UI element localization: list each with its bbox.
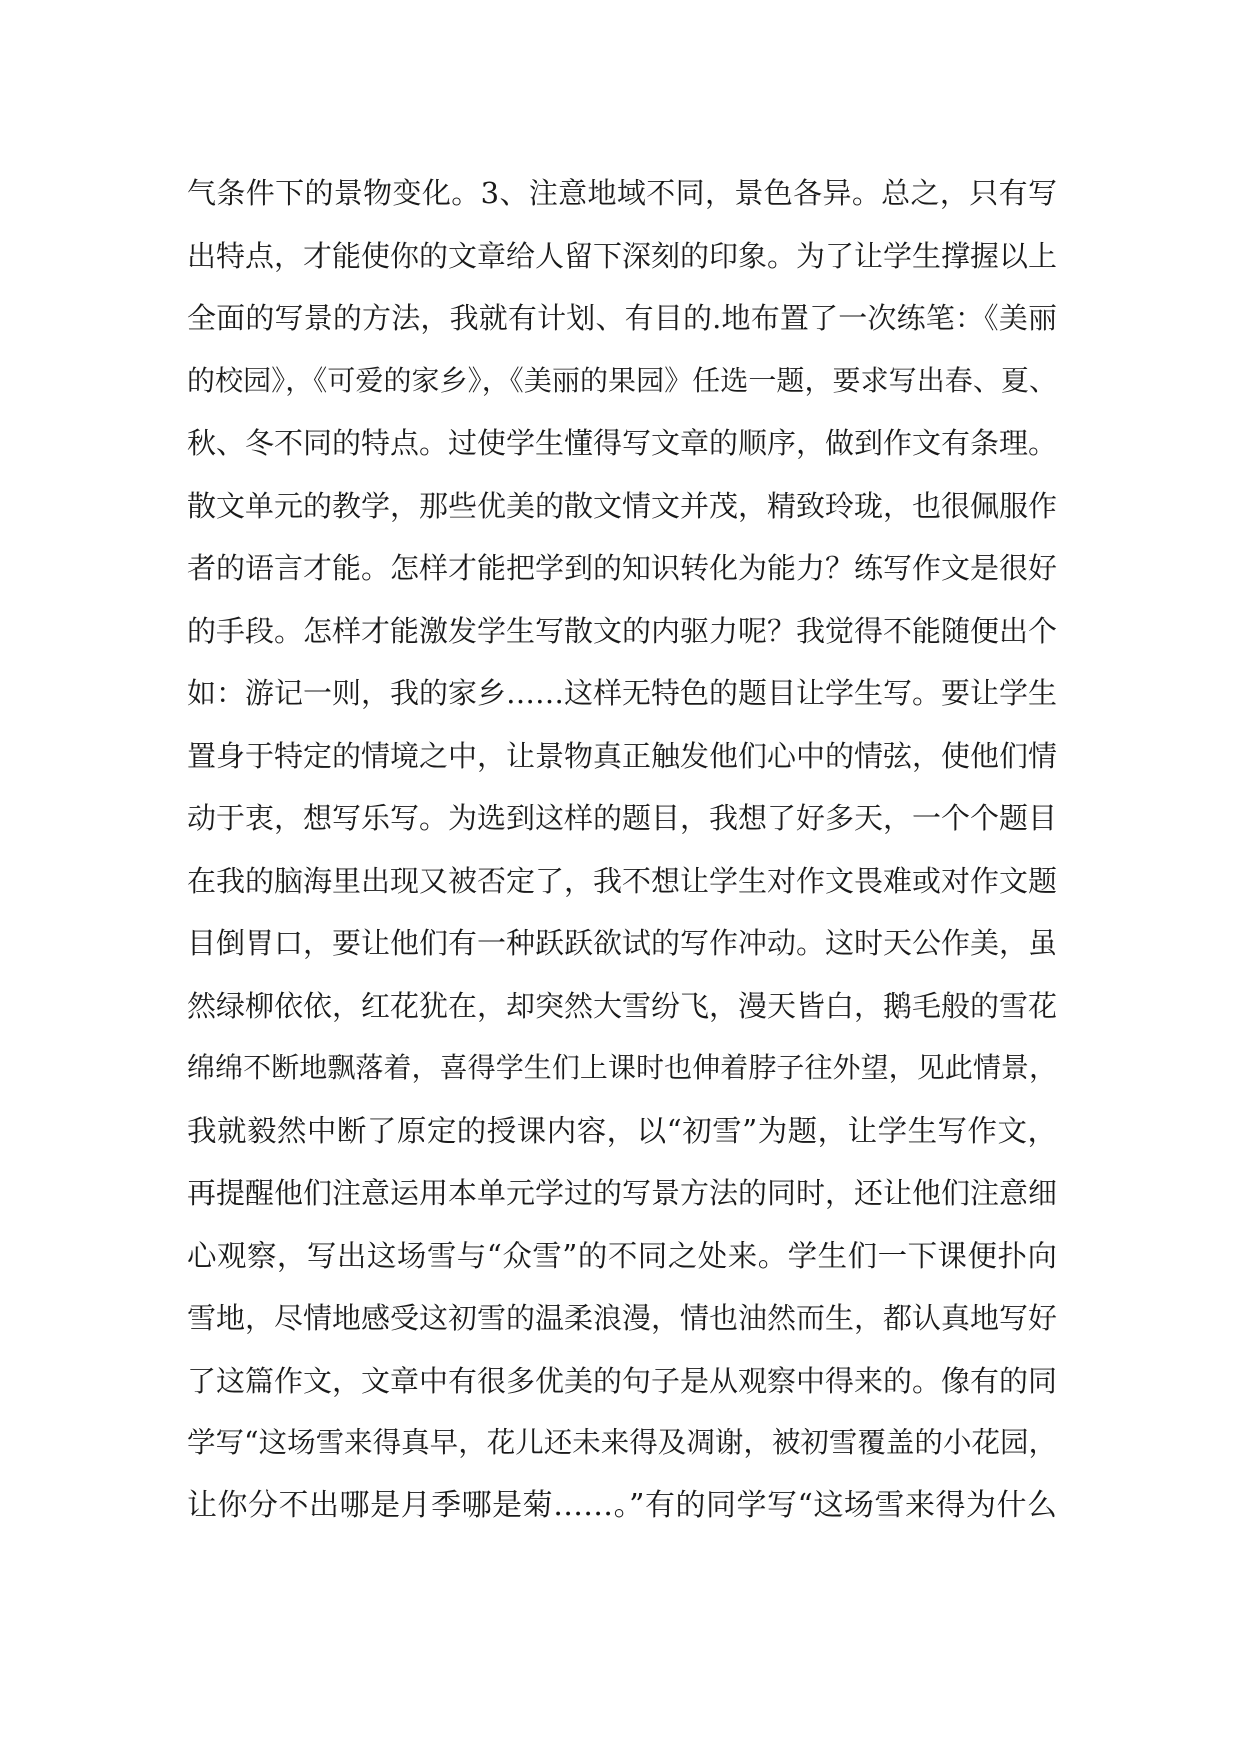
text-line-1: 气条件下的景物变化。3、注意地域不同，景色各异。总之，只有写 <box>187 176 1057 210</box>
text-line-12: 在我的脑海里出现又被否定了，我不想让学生对作文畏难或对作文题 <box>187 863 1058 898</box>
text-line-6: 散文单元的教学，那些优美的散文情文并茂，精致玲珑，也很佩服作 <box>187 488 1058 523</box>
text-line-8: 的手段。怎样才能激发学生写散文的内驱力呢？我觉得不能随便出个 <box>187 613 1058 648</box>
text-line-5: 秋、冬不同的特点。过使学生懂得写文章的顺序，做到作文有条理。 <box>187 426 1058 460</box>
text-line-21: 学写“这场雪来得真早，花儿还未来得及凋谢，被初雪覆盖的小花园， <box>187 1426 1057 1459</box>
text-line-19: 雪地，尽情地感受这初雪的温柔浪漫，情也油然而生，都认真地写好 <box>187 1301 1058 1335</box>
text-line-17: 再提醒他们注意运用本单元学过的写景方法的同时，还让他们注意细 <box>187 1176 1058 1210</box>
text-line-13: 目倒胃口，要让他们有一种跃跃欲试的写作冲动。这时天公作美，虽 <box>187 926 1058 960</box>
text-line-7: 者的语言才能。怎样才能把学到的知识转化为能力？练写作文是很好 <box>187 551 1058 585</box>
text-line-14: 然绿柳依依，红花犹在，却突然大雪纷飞，漫天皆白，鹅毛般的雪花 <box>187 988 1058 1023</box>
text-line-18: 心观察，写出这场雪与“众雪”的不同之处来。学生们一下课便扑向 <box>187 1238 1057 1273</box>
text-line-3: 全面的写景的方法，我就有计划、有目的.地布置了一次练笔：《美丽 <box>187 301 1057 335</box>
text-line-4: 的校园》，《可爱的家乡》，《美丽的果园》任选一题，要求写出春、夏、 <box>187 363 1057 397</box>
text-line-22: 让你分不出哪是月季哪是菊……。”有的同学写“这场雪来得为什么 <box>187 1487 1057 1523</box>
text-line-20: 了这篇作文，文章中有很多优美的句子是从观察中得来的。像有的同 <box>187 1363 1058 1398</box>
body-text <box>187 162 1057 1537</box>
text-line-9: 如：游记一则，我的家乡……这样无特色的题目让学生写。要让学生 <box>187 676 1058 710</box>
text-line-15: 绵绵不断地飘落着，喜得学生们上课时也伸着脖子往外望，见此情景， <box>187 1051 1057 1084</box>
text-line-11: 动于衷，想写乐写。为选到这样的题目，我想了好多天，一个个题目 <box>187 801 1058 835</box>
text-line-2: 出特点，才能使你的文章给人留下深刻的印象。为了让学生撑握以上 <box>187 238 1058 273</box>
text-line-10: 置身于特定的情境之中，让景物真正触发他们心中的情弦，使他们情 <box>187 738 1058 773</box>
text-line-16: 我就毅然中断了原定的授课内容，以“初雪”为题，让学生写作文， <box>187 1113 1057 1148</box>
